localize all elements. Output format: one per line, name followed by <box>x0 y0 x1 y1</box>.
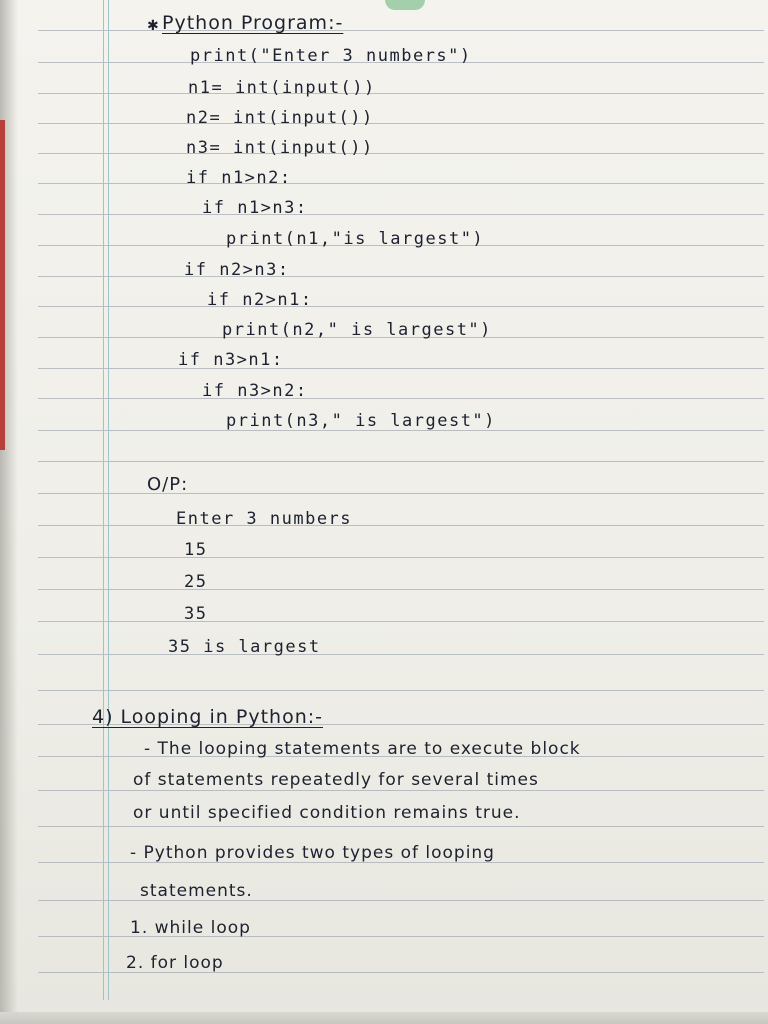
ruled-line <box>38 461 764 462</box>
code-line: print(n3," is largest") <box>226 411 496 431</box>
code-line: print(n1,"is largest") <box>226 229 485 249</box>
code-line: n3= int(input()) <box>186 138 374 158</box>
output-line: 35 <box>184 604 208 624</box>
list-item: 2. for loop <box>126 953 224 973</box>
ruled-line <box>38 214 764 215</box>
code-line: print(n2," is largest") <box>222 320 492 340</box>
ruled-line <box>38 306 764 307</box>
section-line: of statements repeatedly for several times <box>133 770 539 790</box>
code-line: if n1>n3: <box>202 198 308 218</box>
section-line: - Python provides two types of looping <box>130 843 495 863</box>
output-line: 35 is largest <box>168 637 321 657</box>
output-line: 25 <box>184 572 208 592</box>
output-line: 15 <box>184 540 208 560</box>
ruled-line <box>38 398 764 399</box>
section-line: statements. <box>140 881 253 901</box>
ruled-line <box>38 690 764 691</box>
green-mark <box>385 0 425 10</box>
ruled-line <box>38 589 764 590</box>
code-line: if n3>n2: <box>202 381 308 401</box>
ruled-line <box>38 654 764 655</box>
code-line: if n1>n2: <box>186 168 292 188</box>
code-line: print("Enter 3 numbers") <box>190 46 472 66</box>
ruled-line <box>38 183 764 184</box>
ruled-line <box>38 93 764 94</box>
page-bottom-edge <box>0 1012 768 1024</box>
program-heading: Python Program:- <box>162 12 344 34</box>
ruled-line <box>38 368 764 369</box>
ruled-line <box>38 557 764 558</box>
section-line: - The looping statements are to execute block <box>144 739 581 759</box>
section-heading: 4) Looping in Python:- <box>92 706 323 728</box>
ruled-line <box>38 826 764 827</box>
code-line: if n2>n3: <box>184 260 290 280</box>
list-item: 1. while loop <box>130 918 251 938</box>
code-line: if n2>n1: <box>207 290 313 310</box>
section-line: or until specified condition remains true. <box>133 803 521 823</box>
code-line: n2= int(input()) <box>186 108 374 128</box>
output-line: Enter 3 numbers <box>176 509 353 529</box>
ruled-line <box>38 123 764 124</box>
ruled-line <box>38 153 764 154</box>
ruled-line <box>38 621 764 622</box>
code-line: n1= int(input()) <box>188 78 376 98</box>
code-line: if n3>n1: <box>178 350 284 370</box>
ruled-line <box>38 276 764 277</box>
margin-line-left <box>103 0 104 1000</box>
red-cover-edge <box>0 120 5 450</box>
bullet-star-icon: ✱ <box>147 18 159 34</box>
ruled-line <box>38 525 764 526</box>
margin-line-right <box>108 0 109 1000</box>
output-label: O/P: <box>147 474 189 495</box>
